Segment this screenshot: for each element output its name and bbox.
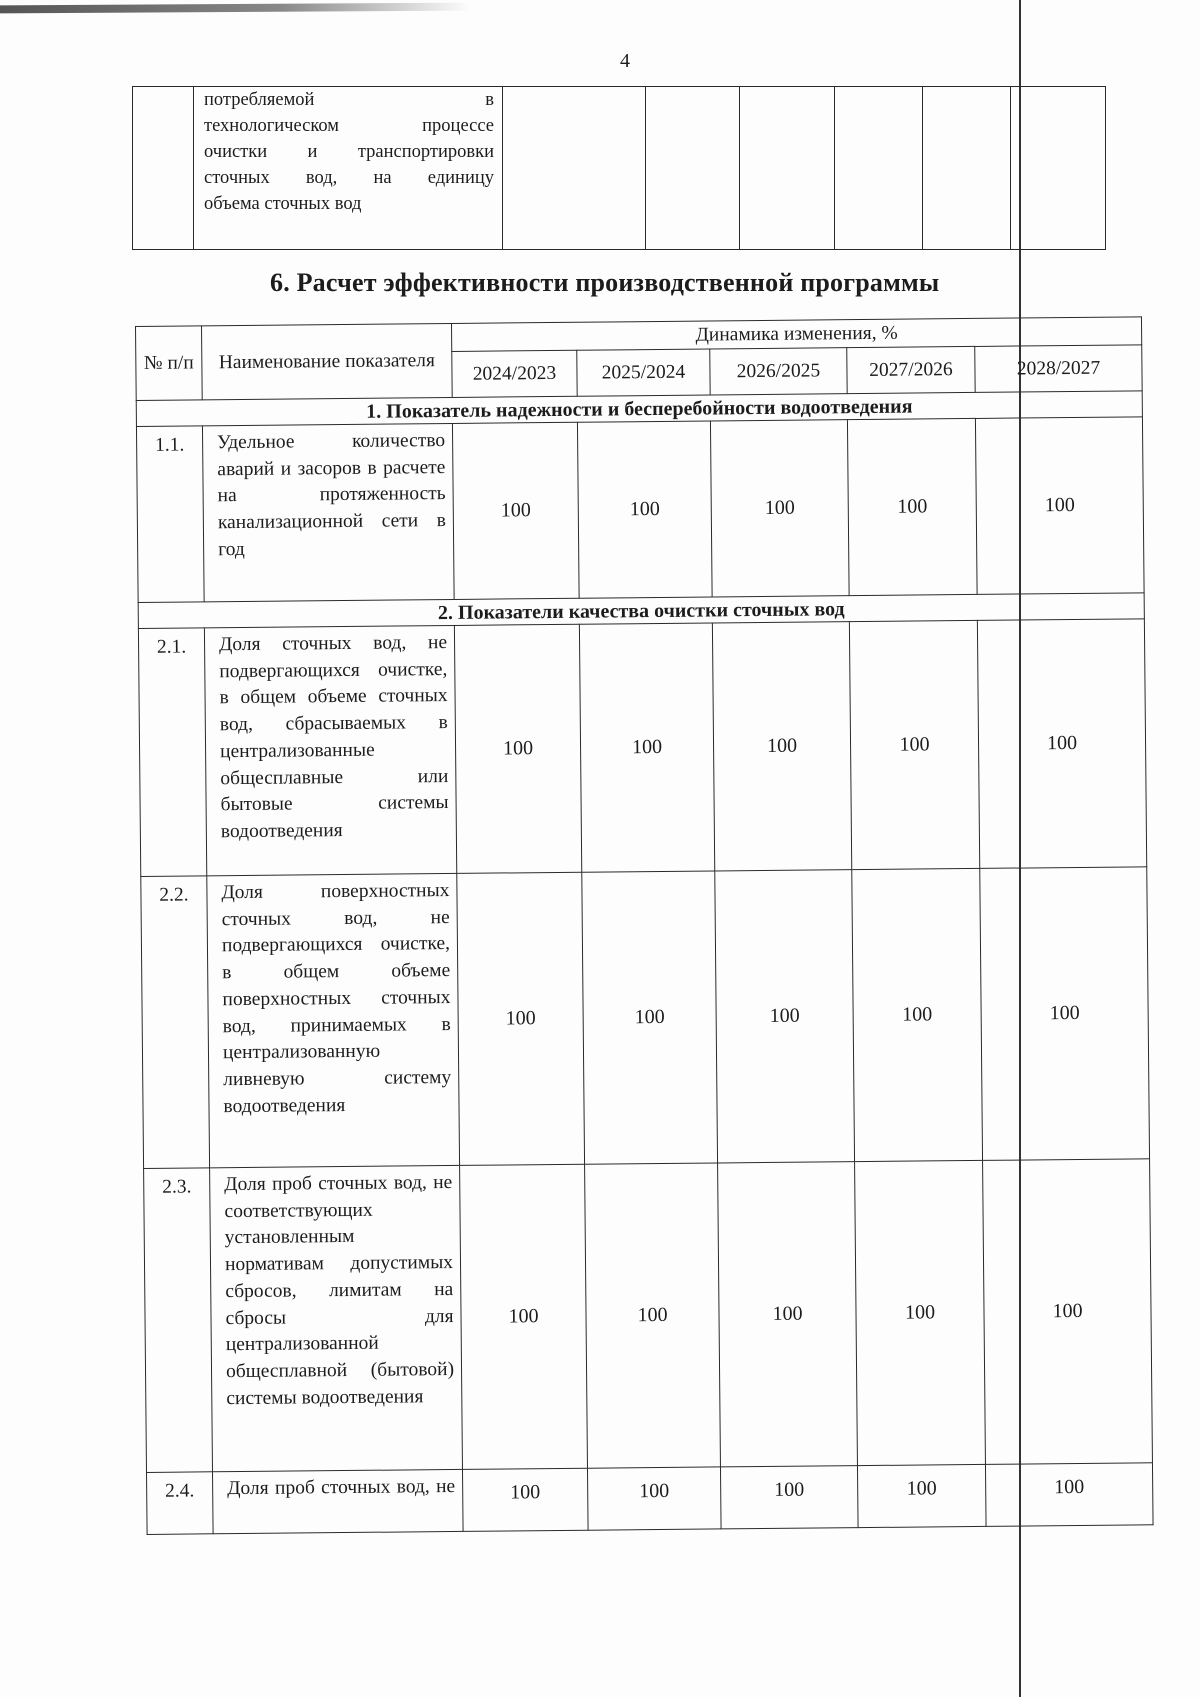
row-name: Доля сточных вод, не подвергающихся очистке, в общем объеме сточных вод, сбрасываемых в централизованные общесплавные или бытовые системы водоотведения [204,625,456,875]
row-name: Доля поверхностных сточных вод, не подвергающихся очистке, в общем объеме поверхностных сточных вод, принимаемых в централизованную ливневую систему водоотведения [207,873,460,1167]
header-year: 2026/2025 [710,348,847,395]
row-value: 100 [975,417,1144,595]
fragment-name-cell [194,87,503,250]
fragment-value-cell [835,87,923,250]
row-number: 2.2. [141,876,210,1169]
row-value: 100 [712,622,851,871]
row-value: 100 [977,619,1146,869]
section-heading: 2. Показатели качества очистки сточных вод [138,593,1144,629]
row-value: 100 [579,623,714,872]
page-number: 4 [620,50,630,72]
header-year: 2024/2023 [452,350,577,397]
section-heading: 1. Показатель надежности и бесперебойности водоотведения [136,391,1142,427]
row-name: Доля проб сточных вод, не [213,1469,464,1533]
header-number: № п/п [136,326,203,401]
fragment-value-cell [1011,87,1106,250]
scan-streak [0,3,470,14]
row-value: 100 [457,872,585,1165]
row-value: 100 [710,420,849,597]
efficiency-table [135,316,1154,1535]
row-value: 100 [585,1163,721,1468]
row-number: 2.3. [144,1168,213,1473]
fragment-line: технологическом процессе [204,116,494,136]
fragment-value-cell [740,87,835,250]
fragment-line: сточных вод, на единицу [204,168,494,188]
header-year: 2027/2026 [847,346,975,393]
row-value: 100 [462,1468,588,1531]
header-year: 2028/2027 [975,345,1142,393]
fragment-value-cell [923,87,1011,250]
row-value: 100 [587,1467,721,1530]
fragment-value-cell [503,87,646,250]
row-value: 100 [460,1164,588,1469]
row-number: 2.4. [147,1472,214,1535]
row-value: 100 [577,421,712,598]
row-value: 100 [452,422,579,599]
row-value: 100 [720,1466,858,1529]
previous-table-fragment [132,86,1106,250]
row-value: 100 [985,1463,1153,1527]
header-dynamics: Динамика изменения, % [451,317,1141,352]
row-name: Доля проб сточных вод, не соответствующих установленным нормативам допустимых сбросов, лимитам на сбросы для централизованной общесплавной (бытовой) системы водоотведения [210,1165,463,1471]
row-value: 100 [847,418,977,595]
fragment-value-cell [646,87,740,250]
row-number: 2.1. [138,628,206,877]
row-value: 100 [980,867,1150,1161]
row-value: 100 [715,870,855,1163]
row-value: 100 [718,1162,858,1467]
header-name: Наименование показателя [202,323,453,399]
fragment-line: объема сточных вод [204,194,362,214]
fragment-number-cell [133,87,194,250]
row-value: 100 [582,871,718,1164]
row-value: 100 [849,620,979,869]
header-year: 2025/2024 [577,349,710,396]
row-value: 100 [454,624,581,873]
row-value: 100 [983,1159,1153,1465]
row-name: Удельное количество аварий и засоров в расчете на протяженность канализационной сети в год [202,423,454,601]
row-value: 100 [857,1464,986,1527]
section-title: 6. Расчет эффективности производственной программы [270,268,940,297]
row-value: 100 [855,1160,986,1465]
row-number: 1.1. [136,426,204,603]
row-value: 100 [852,868,983,1161]
fragment-line: очистки и транспортировки [204,142,494,162]
fragment-line: потребляемой в [204,90,494,110]
